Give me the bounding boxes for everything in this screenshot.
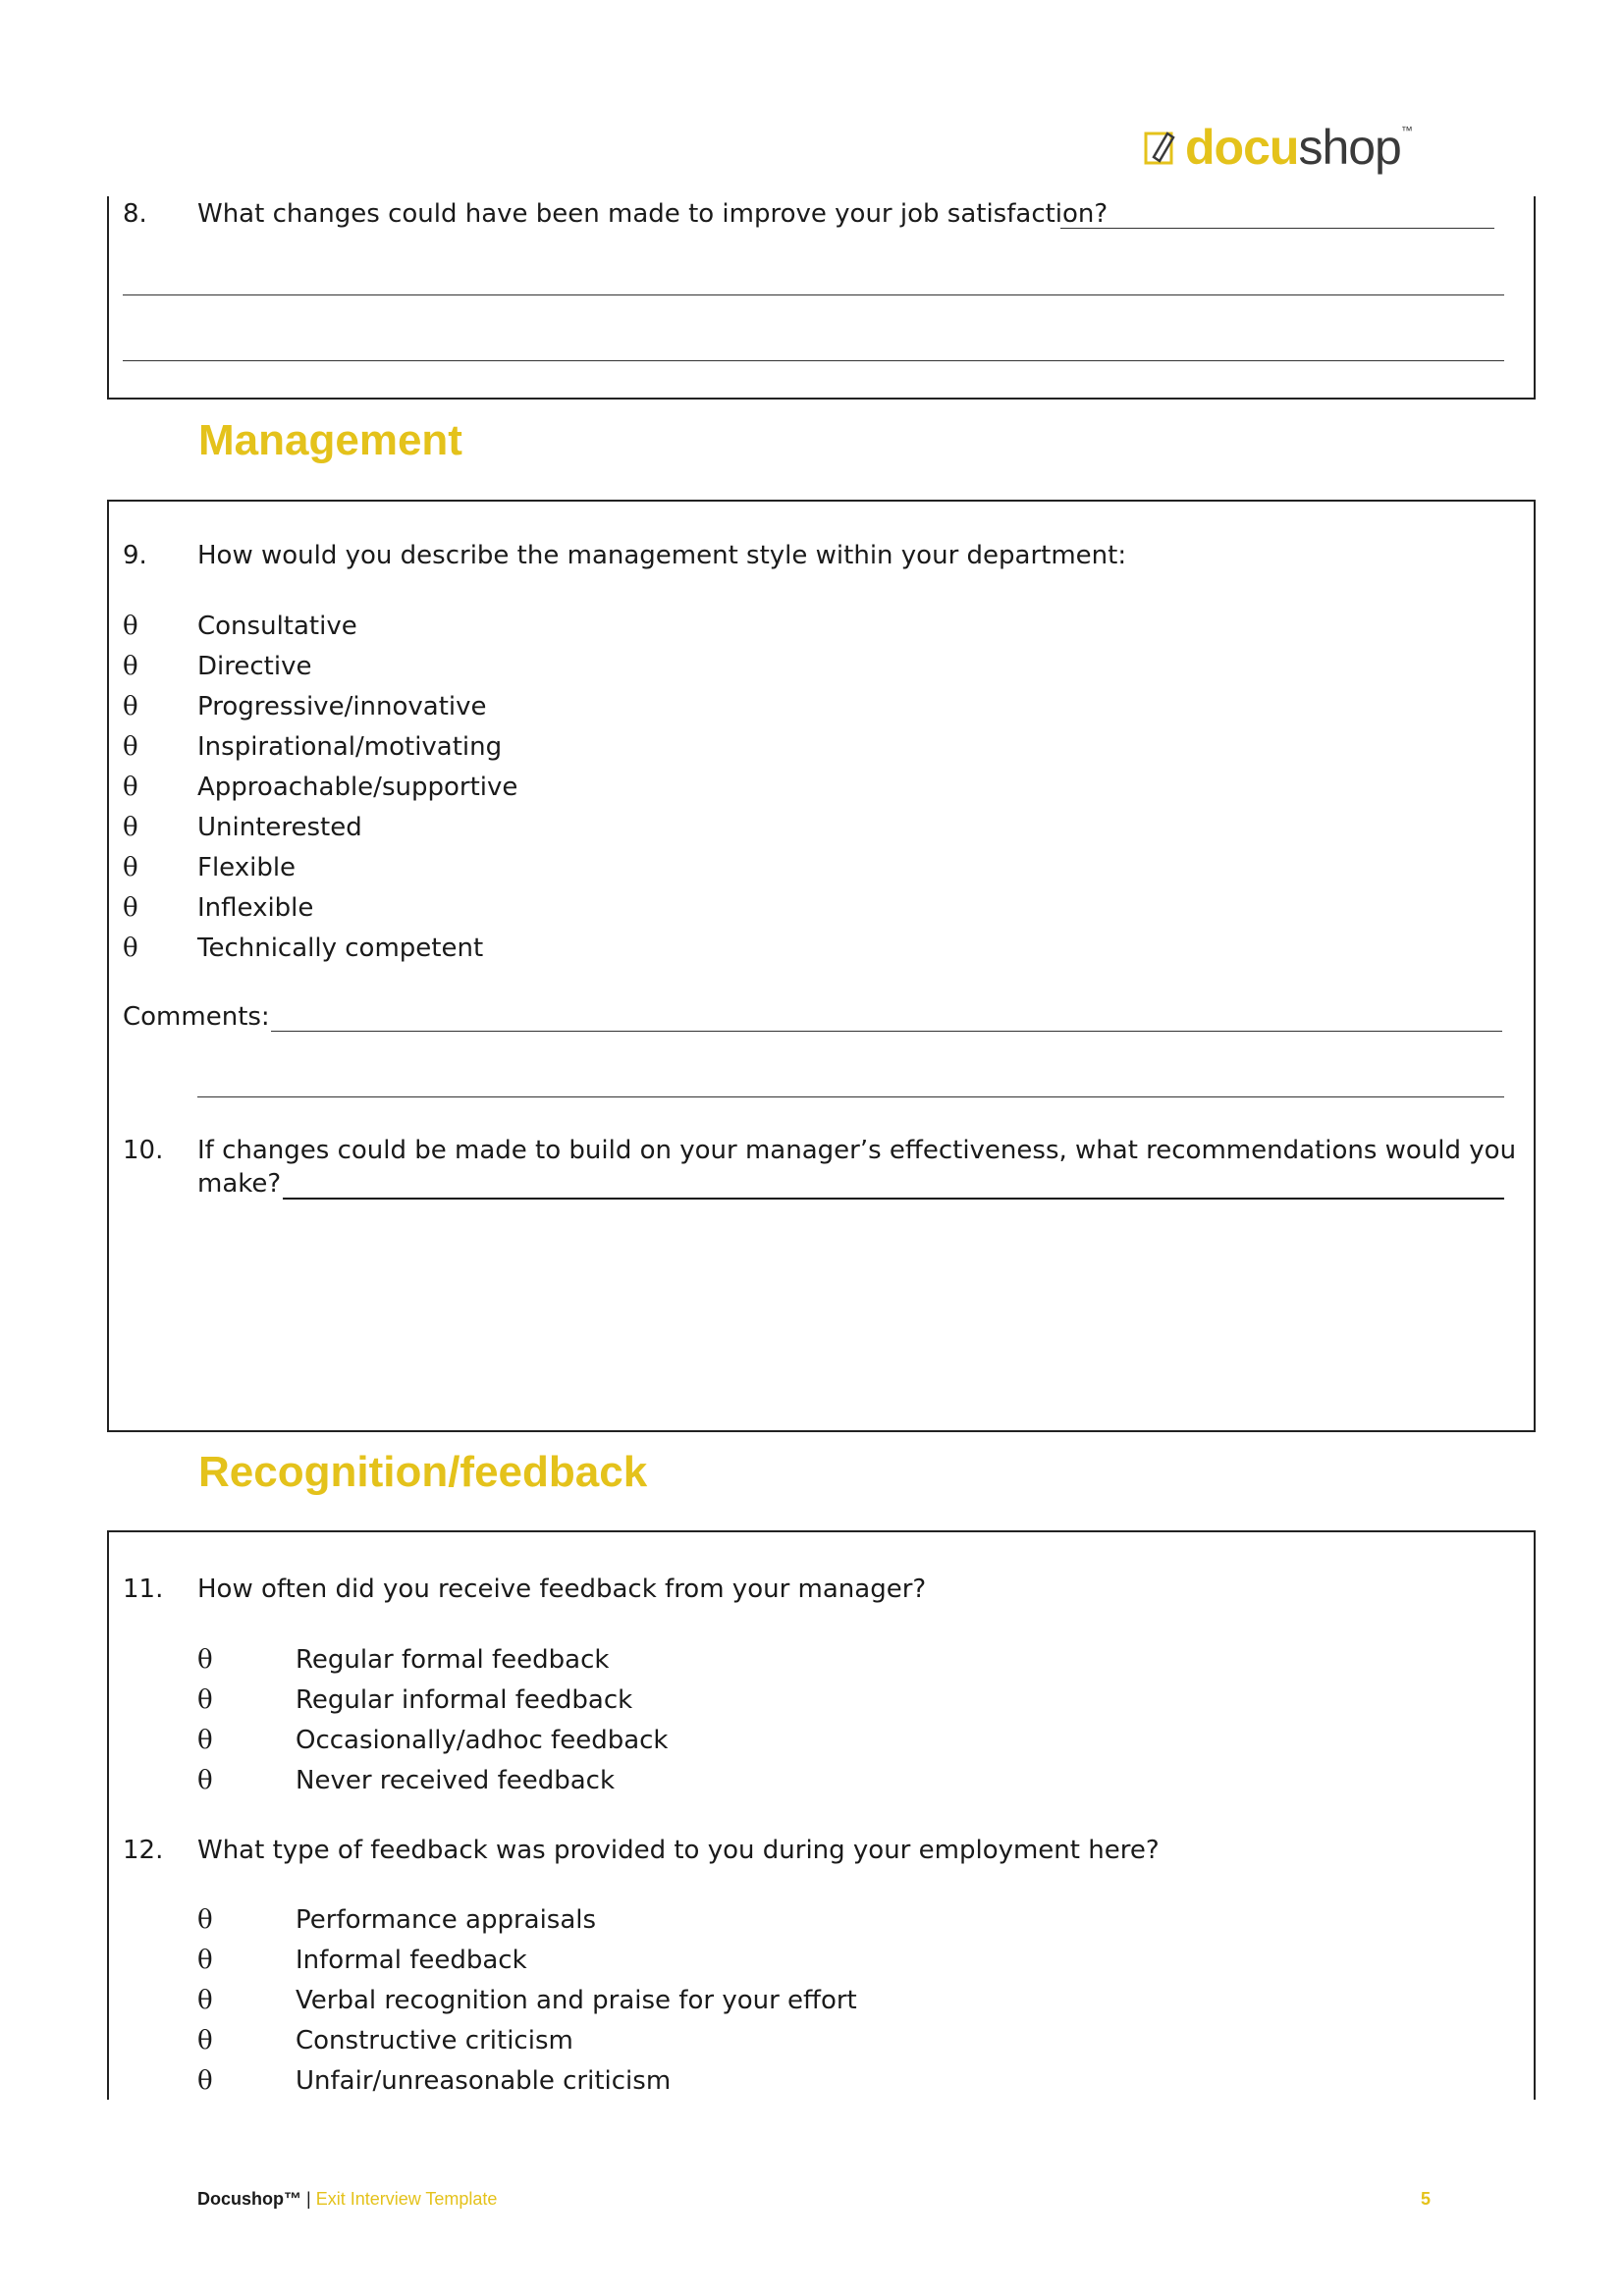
option-label: Informal feedback bbox=[296, 1946, 527, 1975]
radio-icon: θ bbox=[197, 1986, 213, 2015]
option-label: Directive bbox=[197, 652, 312, 681]
radio-icon: θ bbox=[197, 1726, 213, 1755]
radio-icon: θ bbox=[123, 813, 138, 842]
option-label: Technically competent bbox=[197, 934, 484, 963]
q11-option[interactable] bbox=[197, 1766, 885, 1806]
footer-separator: | bbox=[301, 2189, 316, 2209]
radio-icon: θ bbox=[197, 1946, 213, 1975]
q9-text: How would you describe the management style within your department: bbox=[197, 541, 1127, 570]
option-label: Consultative bbox=[197, 612, 357, 641]
option-label: Occasionally/adhoc feedback bbox=[296, 1726, 669, 1755]
option-label: Progressive/innovative bbox=[197, 692, 487, 721]
option-label: Constructive criticism bbox=[296, 2026, 573, 2056]
option-label: Inflexible bbox=[197, 893, 314, 923]
q8-answer-line-1[interactable] bbox=[1060, 228, 1494, 229]
radio-icon: θ bbox=[123, 853, 138, 882]
q11-number: 11. bbox=[123, 1575, 164, 1604]
q9-option[interactable] bbox=[123, 934, 712, 974]
q9-option[interactable] bbox=[123, 652, 712, 692]
q9-option[interactable] bbox=[123, 732, 712, 773]
footer-page-number-wrap bbox=[1421, 2189, 1431, 2210]
logo-word-docu: docu bbox=[1185, 120, 1299, 175]
radio-icon: θ bbox=[123, 934, 138, 963]
option-label: Flexible bbox=[197, 853, 297, 882]
radio-icon: θ bbox=[197, 1905, 213, 1935]
q9-options bbox=[123, 612, 712, 974]
q12-option[interactable] bbox=[197, 2026, 983, 2066]
q9-comments-line-2[interactable] bbox=[197, 1096, 1504, 1097]
q9-option[interactable] bbox=[123, 773, 712, 813]
radio-icon: θ bbox=[197, 1685, 213, 1715]
footer-document-title: Exit Interview Template bbox=[315, 2189, 498, 2209]
q11-option[interactable] bbox=[197, 1726, 885, 1766]
q10-text-line-1: If changes could be made to build on your manager’s effectiveness, what recommendations would you bbox=[197, 1136, 1517, 1165]
option-label: Verbal recognition and praise for your effort bbox=[296, 1986, 857, 2015]
option-label: Unfair/unreasonable criticism bbox=[296, 2066, 672, 2096]
option-label: Inspirational/motivating bbox=[197, 732, 503, 762]
q10-answer-line[interactable] bbox=[283, 1198, 1504, 1200]
q8-answer-line-3[interactable] bbox=[123, 360, 1504, 361]
radio-icon: θ bbox=[123, 732, 138, 762]
q9-option[interactable] bbox=[123, 813, 712, 853]
radio-icon: θ bbox=[197, 1766, 213, 1795]
radio-icon: θ bbox=[123, 612, 138, 641]
q10-number: 10. bbox=[123, 1136, 164, 1165]
q10-text-line-2: make? bbox=[197, 1169, 282, 1199]
q11-option[interactable] bbox=[197, 1645, 885, 1685]
option-label: Regular informal feedback bbox=[296, 1685, 633, 1715]
radio-icon: θ bbox=[197, 2066, 213, 2096]
docushop-logo bbox=[1144, 118, 1413, 177]
radio-icon: θ bbox=[197, 2026, 213, 2056]
logo-word-shop: shop bbox=[1298, 120, 1401, 175]
q11-options bbox=[197, 1645, 885, 1806]
q9-option[interactable] bbox=[123, 692, 712, 732]
pencil-icon bbox=[1144, 128, 1177, 167]
q12-option[interactable] bbox=[197, 2066, 983, 2107]
radio-icon: θ bbox=[123, 893, 138, 923]
q11-option[interactable] bbox=[197, 1685, 885, 1726]
footer-page-number: 5 bbox=[1421, 2189, 1432, 2209]
option-label: Approachable/supportive bbox=[197, 773, 518, 802]
q9-option[interactable] bbox=[123, 893, 712, 934]
q8-text: What changes could have been made to improve your job satisfaction? bbox=[197, 199, 1109, 229]
option-label: Regular formal feedback bbox=[296, 1645, 610, 1675]
q12-option[interactable] bbox=[197, 1946, 983, 1986]
q12-options bbox=[197, 1905, 983, 2107]
q9-option[interactable] bbox=[123, 853, 712, 893]
q9-comments-label: Comments: bbox=[123, 1002, 270, 1032]
q8-answer-line-2[interactable] bbox=[123, 294, 1504, 295]
q12-option[interactable] bbox=[197, 1986, 983, 2026]
recognition-heading: Recognition/feedback bbox=[198, 1448, 648, 1496]
option-label: Never received feedback bbox=[296, 1766, 615, 1795]
q9-comments-line-1[interactable] bbox=[271, 1031, 1502, 1032]
radio-icon: θ bbox=[123, 773, 138, 802]
q12-number: 12. bbox=[123, 1836, 164, 1865]
footer-brand: Docushop™ bbox=[197, 2189, 301, 2209]
radio-icon: θ bbox=[123, 692, 138, 721]
option-label: Performance appraisals bbox=[296, 1905, 597, 1935]
q12-option[interactable] bbox=[197, 1905, 983, 1946]
management-heading: Management bbox=[198, 416, 462, 464]
q11-text: How often did you receive feedback from your manager? bbox=[197, 1575, 927, 1604]
q8-number: 8. bbox=[123, 199, 147, 229]
radio-icon: θ bbox=[123, 652, 138, 681]
footer bbox=[197, 2189, 497, 2210]
option-label: Uninterested bbox=[197, 813, 362, 842]
q12-text: What type of feedback was provided to you during your employment here? bbox=[197, 1836, 1160, 1865]
q9-option[interactable] bbox=[123, 612, 712, 652]
radio-icon: θ bbox=[197, 1645, 213, 1675]
logo-trademark: ™ bbox=[1400, 124, 1413, 137]
q9-number: 9. bbox=[123, 541, 147, 570]
